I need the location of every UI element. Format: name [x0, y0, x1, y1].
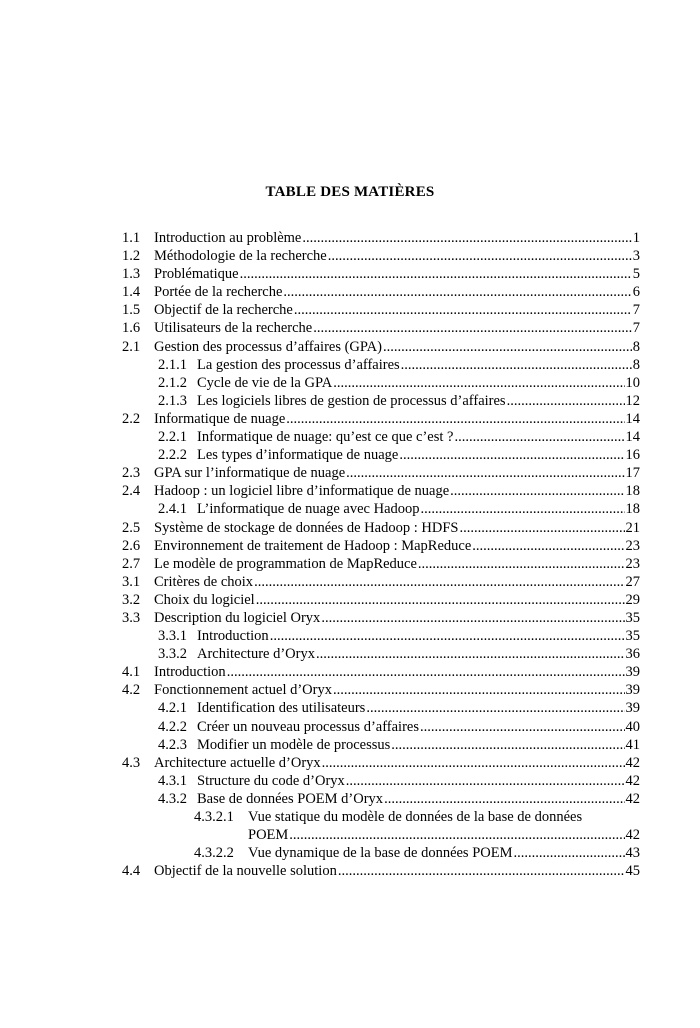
toc-entry[interactable] [122, 537, 640, 555]
toc-entry-number: 3.3.1 [158, 628, 187, 645]
toc-entry-number: 2.1 [122, 338, 141, 355]
toc-dot-leader [421, 500, 625, 518]
toc-entry[interactable] [122, 500, 640, 518]
toc-entry-number: 3.3 [122, 609, 141, 626]
toc-entry-label: POEM [248, 827, 289, 844]
toc-dot-leader [514, 844, 625, 862]
toc-entry-label: Gestion des processus d’affaires (GPA) [154, 338, 382, 355]
toc-entry-page: 7 [632, 302, 640, 319]
toc-entry-number: 2.2.1 [158, 429, 187, 446]
toc-entry[interactable] [122, 428, 640, 446]
toc-entry-label: Créer un nouveau processus d’affaires [197, 718, 419, 735]
toc-entry-page: 6 [632, 284, 640, 301]
toc-entry-label: Identification des utilisateurs [197, 700, 366, 717]
toc-dot-leader [391, 736, 624, 754]
toc-entry[interactable] [122, 681, 640, 699]
toc-entry[interactable] [122, 410, 640, 428]
toc-dot-leader [322, 754, 625, 772]
toc-entry-number: 2.2.2 [158, 447, 187, 464]
toc-entry-label: Informatique de nuage: qu’est ce que c’est ? [197, 429, 454, 446]
toc-entry[interactable] [122, 392, 640, 410]
toc-entry-page: 40 [625, 718, 640, 735]
toc-dot-leader [321, 609, 624, 627]
toc-entry-page: 18 [625, 501, 640, 518]
toc-dot-leader [399, 446, 624, 464]
toc-entry-page: 35 [625, 628, 640, 645]
toc-entry[interactable] [122, 718, 640, 736]
toc-entry-label: Introduction [154, 664, 226, 681]
toc-entry-label: Fonctionnement actuel d’Oryx [154, 682, 332, 699]
toc-entry-label: Hadoop : un logiciel libre d’informatique de nuage [154, 483, 450, 500]
toc-entry-number: 2.1.3 [158, 392, 187, 409]
toc-entry-number: 1.4 [122, 284, 141, 301]
toc-entry[interactable] [122, 283, 640, 301]
toc-entry-page: 35 [625, 609, 640, 626]
toc-entry-page: 23 [625, 537, 640, 554]
toc-entry-label: Choix du logiciel [154, 591, 255, 608]
toc-entry-number: 2.7 [122, 555, 141, 572]
toc-entry-number: 3.3.2 [158, 646, 187, 663]
toc-entry-number: 1.3 [122, 266, 141, 283]
toc-entry[interactable] [122, 826, 640, 844]
toc-entry-number: 2.6 [122, 537, 141, 554]
toc-entry-label: Cycle de vie de la GPA [197, 374, 333, 391]
toc-entry[interactable] [122, 808, 640, 826]
toc-entry-label: Informatique de nuage [154, 410, 286, 427]
toc-dot-leader [333, 374, 624, 392]
toc-entry-label: Le modèle de programmation de MapReduce [154, 555, 417, 572]
toc-dot-leader [286, 410, 624, 428]
toc-entry-label: Description du logiciel Oryx [154, 609, 321, 626]
toc-entry-label: Les types d’informatique de nuage [197, 447, 399, 464]
toc-entry[interactable] [122, 229, 640, 247]
toc-entry-page: 5 [632, 266, 640, 283]
toc-dot-leader [384, 790, 624, 808]
toc-entry-label: Problématique [154, 266, 239, 283]
toc-entry-page: 42 [625, 754, 640, 771]
toc-entry-label: Base de données POEM d’Oryx [197, 790, 384, 807]
toc-entry-label: Critères de choix [154, 573, 254, 590]
toc-entry[interactable] [122, 844, 640, 862]
toc-entry-number: 2.1.2 [158, 374, 187, 391]
toc-entry-page: 42 [625, 827, 640, 844]
toc-dot-leader [270, 627, 625, 645]
toc-entry[interactable] [122, 754, 640, 772]
toc-dot-leader [289, 826, 624, 844]
toc-entry-label: Objectif de la nouvelle solution [154, 863, 337, 880]
toc-entry-number: 2.5 [122, 519, 141, 536]
toc-entry-page: 23 [625, 555, 640, 572]
toc-entry[interactable] [122, 772, 640, 790]
toc-entry-page: 3 [632, 248, 640, 265]
toc-entry-label: Modifier un modèle de processus [197, 736, 391, 753]
toc-entry[interactable] [122, 338, 640, 356]
toc-entry-label: Introduction [197, 628, 269, 645]
toc-entry-page: 41 [625, 736, 640, 753]
toc-entry-label: Architecture d’Oryx [197, 646, 315, 663]
toc-dot-leader [507, 392, 625, 410]
toc-entry-number: 2.4 [122, 483, 141, 500]
toc-entry-page: 18 [625, 483, 640, 500]
toc-entry-page: 42 [625, 772, 640, 789]
toc-entry-page: 1 [632, 230, 640, 246]
toc-entry-page: 27 [625, 573, 640, 590]
toc-entry-label: Système de stockage de données de Hadoop : HDFS [154, 519, 459, 536]
toc-entry-page: 8 [632, 356, 640, 373]
toc-entry-number: 3.2 [122, 591, 141, 608]
toc-entry-number: 4.3.2.2 [194, 845, 234, 862]
toc-entry-number: 4.2.1 [158, 700, 187, 717]
toc-entry[interactable] [122, 319, 640, 337]
toc-dot-leader [240, 265, 632, 283]
toc-entry-number: 1.5 [122, 302, 141, 319]
toc-dot-leader [459, 519, 624, 537]
toc-dot-leader [283, 283, 631, 301]
table-of-contents [122, 229, 640, 880]
toc-entry-page: 7 [632, 320, 640, 337]
toc-entry-page: 36 [625, 646, 640, 663]
toc-entry-page: 39 [625, 664, 640, 681]
toc-dot-leader [401, 356, 632, 374]
toc-entry-number: 4.2.2 [158, 718, 187, 735]
toc-dot-leader [313, 319, 632, 337]
toc-dot-leader [338, 862, 625, 880]
toc-entry-label: L’informatique de nuage avec Hadoop [197, 501, 420, 518]
toc-entry[interactable] [122, 609, 640, 627]
toc-dot-leader [346, 464, 624, 482]
toc-entry-number: 3.1 [122, 573, 141, 590]
toc-dot-leader [418, 555, 625, 573]
toc-entry-page: 10 [625, 374, 640, 391]
toc-entry-number: 2.2 [122, 410, 141, 427]
toc-entry-page: 14 [625, 410, 640, 427]
toc-entry[interactable] [122, 247, 640, 265]
toc-entry[interactable] [122, 627, 640, 645]
toc-entry-number: 4.1 [122, 664, 141, 681]
toc-entry-number: 1.6 [122, 320, 141, 337]
toc-dot-leader [366, 699, 624, 717]
toc-entry-page: 29 [625, 591, 640, 608]
toc-dot-leader [450, 482, 624, 500]
toc-entry-label: Utilisateurs de la recherche [154, 320, 313, 337]
toc-dot-leader [383, 338, 632, 356]
toc-entry-label: Environnement de traitement de Hadoop : MapReduce [154, 537, 472, 554]
toc-dot-leader [294, 301, 632, 319]
toc-entry-page: 17 [625, 465, 640, 482]
toc-entry-page: 16 [625, 447, 640, 464]
toc-entry-label: Architecture actuelle d’Oryx [154, 754, 321, 771]
toc-entry-label: GPA sur l’informatique de nuage [154, 465, 346, 482]
toc-entry[interactable] [122, 699, 640, 717]
toc-entry-number: 2.1.1 [158, 356, 187, 373]
toc-entry[interactable] [122, 862, 640, 880]
toc-entry[interactable] [122, 790, 640, 808]
toc-entry-label: Méthodologie de la recherche [154, 248, 327, 265]
toc-entry-label: Objectif de la recherche [154, 302, 293, 319]
toc-dot-leader [328, 247, 632, 265]
toc-dot-leader [256, 591, 625, 609]
toc-entry[interactable] [122, 573, 640, 591]
toc-entry-label: Vue statique du modèle de données de la base de données [248, 809, 583, 825]
toc-dot-leader [454, 428, 624, 446]
toc-entry-label: Les logiciels libres de gestion de processus d’affaires [197, 392, 506, 409]
toc-entry[interactable] [122, 374, 640, 392]
toc-entry[interactable] [122, 645, 640, 663]
toc-entry[interactable] [122, 356, 640, 374]
toc-entry-number: 4.3 [122, 754, 141, 771]
toc-dot-leader [302, 229, 631, 247]
toc-entry-page: 21 [625, 519, 640, 536]
toc-entry[interactable] [122, 301, 640, 319]
toc-entry-label: Introduction au problème [154, 230, 302, 246]
toc-entry-page: 14 [625, 429, 640, 446]
toc-entry-number: 4.4 [122, 863, 141, 880]
toc-entry-page: 43 [625, 845, 640, 862]
toc-entry-number: 2.3 [122, 465, 141, 482]
toc-entry[interactable] [122, 446, 640, 464]
toc-entry-number: 4.2 [122, 682, 141, 699]
toc-entry-label: Structure du code d’Oryx [197, 772, 345, 789]
toc-entry-page: 45 [625, 863, 640, 880]
toc-entry-page: 12 [625, 392, 640, 409]
toc-entry[interactable] [122, 265, 640, 283]
toc-entry-number: 4.3.2.1 [194, 809, 234, 825]
toc-entry-page: 39 [625, 682, 640, 699]
toc-entry-label: Portée de la recherche [154, 284, 283, 301]
toc-entry[interactable] [122, 736, 640, 754]
toc-dot-leader [254, 573, 624, 591]
toc-dot-leader [333, 681, 625, 699]
toc-entry-number: 1.2 [122, 248, 141, 265]
toc-entry-label: La gestion des processus d’affaires [197, 356, 400, 373]
toc-dot-leader [227, 663, 625, 681]
toc-entry-number: 4.3.2 [158, 790, 187, 807]
toc-entry[interactable] [122, 519, 640, 537]
toc-entry-number: 2.4.1 [158, 501, 187, 518]
toc-dot-leader [346, 772, 625, 790]
toc-entry-number: 1.1 [122, 230, 141, 246]
toc-dot-leader [420, 718, 625, 736]
document-title: TABLE DES MATIÈRES [265, 184, 435, 200]
toc-entry-label: Vue dynamique de la base de données POEM [248, 845, 513, 862]
toc-dot-leader [472, 537, 624, 555]
toc-entry-number: 4.3.1 [158, 772, 187, 789]
toc-entry-page: 8 [632, 338, 640, 355]
toc-entry[interactable] [122, 555, 640, 573]
toc-entry-page: 39 [625, 700, 640, 717]
toc-dot-leader [316, 645, 625, 663]
toc-entry[interactable] [122, 482, 640, 500]
toc-entry[interactable] [122, 663, 640, 681]
toc-entry-page: 42 [625, 790, 640, 807]
toc-entry[interactable] [122, 591, 640, 609]
toc-entry[interactable] [122, 464, 640, 482]
toc-entry-number: 4.2.3 [158, 736, 187, 753]
